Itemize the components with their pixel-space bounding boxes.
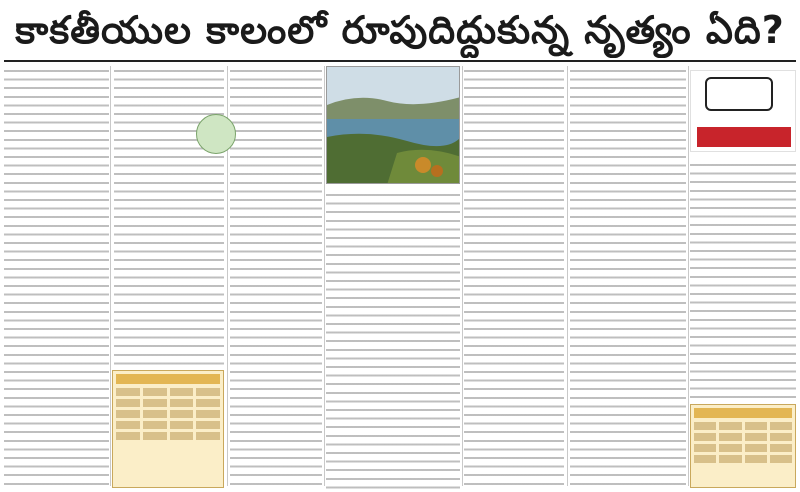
question-column-6 (570, 66, 686, 490)
question-column-1 (4, 66, 109, 490)
column-divider (110, 66, 111, 486)
question-column-3 (230, 66, 322, 490)
text-lines (230, 66, 322, 490)
text-lines (464, 66, 564, 490)
lake-photo-image (327, 67, 460, 184)
answer-key-heading-bar (694, 408, 792, 418)
text-lines (326, 190, 460, 490)
column-divider (324, 66, 325, 486)
lake-photo (326, 66, 460, 184)
column-divider (567, 66, 568, 486)
column-divider (462, 66, 463, 486)
series-badge (690, 70, 796, 152)
answer-key-grid (694, 422, 792, 463)
text-lines (690, 160, 796, 400)
question-column-5 (464, 66, 564, 490)
answer-key-box (690, 404, 796, 488)
answer-key-grid (116, 388, 220, 440)
answer-key-box (112, 370, 224, 488)
answer-key-heading-bar (116, 374, 220, 384)
question-column-7 (690, 160, 796, 400)
headline-rule (4, 60, 796, 62)
text-lines (570, 66, 686, 490)
seal-badge (196, 114, 236, 154)
page-headline: కాకతీయుల కాలంలో రూపుదిద్దుకున్న నృత్యం ఏది? (15, 8, 785, 52)
badge-stamp (705, 77, 773, 111)
question-column-4 (326, 190, 460, 490)
text-lines (4, 66, 109, 490)
column-divider (688, 66, 689, 486)
badge-ribbon (697, 127, 791, 147)
